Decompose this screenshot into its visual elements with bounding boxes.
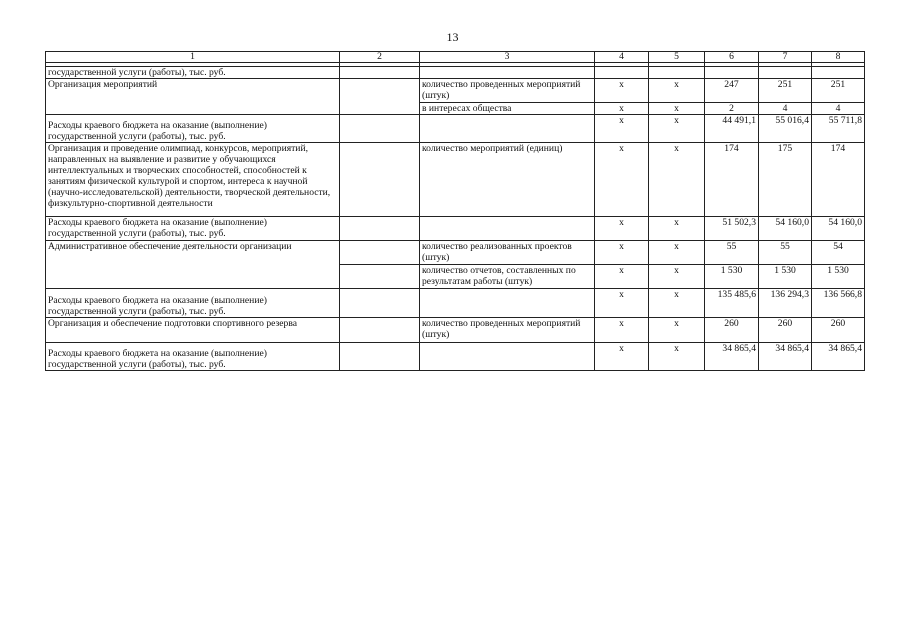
value-cell: 174: [812, 143, 865, 217]
header-cell: 7: [759, 52, 812, 63]
empty-cell: [340, 241, 420, 265]
value-cell: 4: [759, 103, 812, 115]
value-cell: х: [649, 318, 705, 343]
value-cell: х: [649, 289, 705, 318]
value-cell: 55 711,8: [812, 115, 865, 143]
empty-cell: [340, 265, 420, 289]
table-row: [46, 67, 865, 79]
value-cell: х: [595, 115, 649, 143]
value-cell: х: [595, 289, 649, 318]
value-cell: 247: [705, 79, 759, 103]
empty-cell: [420, 217, 595, 241]
value-cell: х: [595, 103, 649, 115]
header-cell: 2: [340, 52, 420, 63]
empty-cell: [759, 67, 812, 79]
value-cell: 55: [759, 241, 812, 265]
value-cell: 2: [705, 103, 759, 115]
value-cell: 55 016,4: [759, 115, 812, 143]
table-row: [46, 79, 865, 103]
empty-cell: [340, 289, 420, 318]
header-cell: 8: [812, 52, 865, 63]
budget-table: [45, 51, 865, 371]
empty-cell: [812, 67, 865, 79]
value-cell: х: [649, 343, 705, 371]
empty-cell: [340, 67, 420, 79]
page-number: 13: [446, 30, 459, 44]
table-row: [46, 343, 865, 371]
value-cell: х: [649, 265, 705, 289]
header-row: [46, 52, 865, 63]
value-cell: 4: [812, 103, 865, 115]
empty-cell: [340, 79, 420, 115]
value-cell: 54: [812, 241, 865, 265]
description-cell: Расходы краевого бюджета на оказание (выполнение) государственной услуги (работы), тыс. руб.: [46, 115, 340, 143]
empty-cell: [649, 67, 705, 79]
value-cell: 54 160,0: [812, 217, 865, 241]
description-cell: Административное обеспечение деятельности организации: [46, 241, 340, 289]
empty-cell: [340, 318, 420, 343]
header-cell: 6: [705, 52, 759, 63]
table-row: [46, 318, 865, 343]
indicator-cell: количество проведенных мероприятий (штук): [420, 318, 595, 343]
empty-cell: [340, 115, 420, 143]
value-cell: 260: [705, 318, 759, 343]
value-cell: 54 160,0: [759, 217, 812, 241]
value-cell: 34 865,4: [759, 343, 812, 371]
value-cell: х: [649, 115, 705, 143]
description-cell: Организация и проведение олимпиад, конкурсов, мероприятий, направленных на выявление и развитие у обучающихся интеллектуальных и творческих способностей, способностей к занятиям физической культурой и спортом, интереса к научной (научно-исследовательской) деятельности, творческой деятельности, физкультурно-спортивной деятельности: [46, 143, 340, 217]
value-cell: х: [649, 143, 705, 217]
header-cell: 3: [420, 52, 595, 63]
value-cell: 260: [759, 318, 812, 343]
value-cell: 44 491,1: [705, 115, 759, 143]
indicator-cell: количество отчетов, составленных по результатам работы (штук): [420, 265, 595, 289]
header-cell: 4: [595, 52, 649, 63]
value-cell: 174: [705, 143, 759, 217]
value-cell: 251: [812, 79, 865, 103]
value-cell: х: [595, 343, 649, 371]
value-cell: х: [595, 79, 649, 103]
empty-cell: [340, 343, 420, 371]
value-cell: х: [649, 217, 705, 241]
value-cell: х: [595, 217, 649, 241]
empty-cell: [705, 67, 759, 79]
value-cell: 136 294,3: [759, 289, 812, 318]
value-cell: 34 865,4: [705, 343, 759, 371]
indicator-cell: количество мероприятий (единиц): [420, 143, 595, 217]
empty-cell: [420, 289, 595, 318]
value-cell: 136 566,8: [812, 289, 865, 318]
value-cell: 1 530: [812, 265, 865, 289]
value-cell: 34 865,4: [812, 343, 865, 371]
table-row: [46, 217, 865, 241]
empty-cell: [595, 67, 649, 79]
value-cell: х: [649, 241, 705, 265]
description-cell: государственной услуги (работы), тыс. руб.: [46, 67, 340, 79]
value-cell: 135 485,6: [705, 289, 759, 318]
description-cell: Расходы краевого бюджета на оказание (выполнение) государственной услуги (работы), тыс. руб.: [46, 343, 340, 371]
empty-cell: [420, 343, 595, 371]
empty-cell: [340, 143, 420, 217]
description-cell: Организация и обеспечение подготовки спортивного резерва: [46, 318, 340, 343]
table-row: [46, 289, 865, 318]
description-cell: Расходы краевого бюджета на оказание (выполнение) государственной услуги (работы), тыс. руб.: [46, 289, 340, 318]
table-row: [46, 143, 865, 217]
value-cell: х: [595, 265, 649, 289]
value-cell: 55: [705, 241, 759, 265]
value-cell: 1 530: [759, 265, 812, 289]
table-row: [46, 115, 865, 143]
value-cell: 51 502,3: [705, 217, 759, 241]
value-cell: 1 530: [705, 265, 759, 289]
indicator-cell: количество проведенных мероприятий (штук): [420, 79, 595, 103]
empty-cell: [420, 115, 595, 143]
empty-cell: [420, 67, 595, 79]
header-cell: 1: [46, 52, 340, 63]
value-cell: х: [595, 143, 649, 217]
value-cell: 251: [759, 79, 812, 103]
value-cell: х: [649, 79, 705, 103]
description-cell: Расходы краевого бюджета на оказание (выполнение) государственной услуги (работы), тыс. руб.: [46, 217, 340, 241]
value-cell: х: [595, 241, 649, 265]
table-row: [46, 241, 865, 265]
description-cell: Организация мероприятий: [46, 79, 340, 115]
empty-cell: [340, 217, 420, 241]
value-cell: 260: [812, 318, 865, 343]
value-cell: х: [595, 318, 649, 343]
indicator-cell: количество реализованных проектов (штук): [420, 241, 595, 265]
value-cell: х: [649, 103, 705, 115]
indicator-cell: в интересах общества: [420, 103, 595, 115]
header-cell: 5: [649, 52, 705, 63]
value-cell: 175: [759, 143, 812, 217]
